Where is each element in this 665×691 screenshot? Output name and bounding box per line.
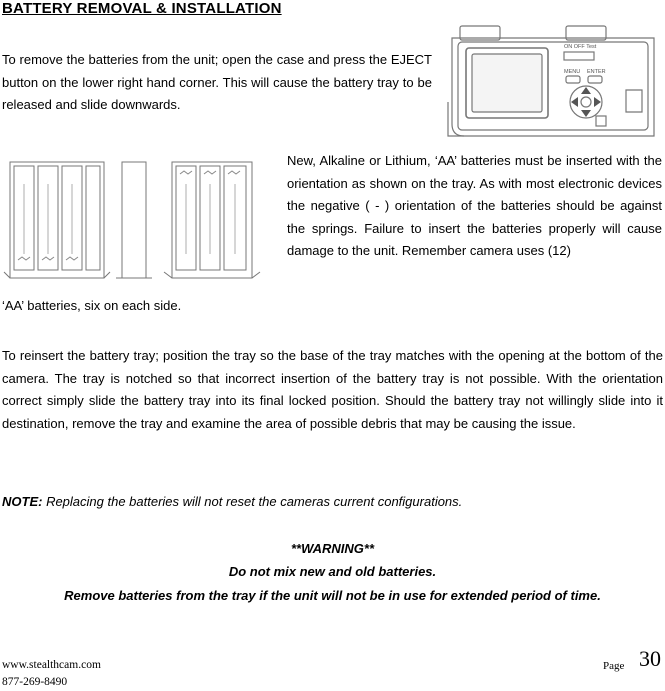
section-title: BATTERY REMOVAL & INSTALLATION — [2, 0, 282, 17]
spring-icon — [18, 257, 30, 260]
camera-back-illustration — [446, 24, 662, 142]
right-arrow-icon — [594, 97, 601, 107]
paragraph-battery-orientation: New, Alkaline or Lithium, ‘AA’ batteries must be inserted with the orientation as shown on the tray. As with most electronic devices the negative ( - ) orientation of the batteries should be against the springs. Failure to insert the batteries properly will cause damage to the unit. Remember camera uses (12) — [287, 153, 662, 258]
battery-tray-illustration — [4, 154, 266, 286]
note-label: NOTE: — [2, 494, 43, 509]
paragraph-battery-count: ‘AA’ batteries, six on each side. — [2, 298, 182, 313]
warning-line-1: Do not mix new and old batteries. — [228, 564, 437, 579]
warning-line-2: Remove batteries from the tray if the unit will not be in use for extended period of time. — [64, 588, 601, 603]
spring-icon — [180, 171, 192, 174]
footer-website: www.stealthcam.com — [2, 659, 101, 671]
warning-heading: **WARNING** — [290, 541, 375, 556]
up-arrow-icon — [581, 87, 591, 94]
spring-icon — [42, 257, 54, 260]
left-arrow-icon — [571, 97, 578, 107]
switch-label: ON OFF Test — [564, 44, 597, 50]
footer-page-label: Page — [603, 660, 625, 672]
paragraph-reinsert-tray: To reinsert the battery tray; position the tray so the base of the tray matches with the opening at the bottom of the camera. The tray is notched so that incorrect insertion of the battery tray is not possible. With the orientation correct simply slide the battery tray into its final locked position. Should the battery tray not willingly slide into it destination, remove the tray and examine the area of possible debris that may be causing the issue. — [2, 348, 663, 431]
spring-icon — [204, 171, 216, 174]
footer-page-number: 30 — [639, 646, 661, 671]
note-text: Replacing the batteries will not reset the cameras current configurations. — [42, 494, 463, 509]
spring-icon — [66, 257, 78, 260]
down-arrow-icon — [581, 110, 591, 117]
menu-label: MENU — [564, 69, 581, 75]
note-line — [2, 491, 462, 514]
spring-icon — [228, 171, 240, 174]
paragraph-remove-batteries: To remove the batteries from the unit; open the case and press the EJECT button on the lower right hand corner. This will cause the battery tray to be released and slide downwards. — [2, 52, 432, 112]
footer-phone: 877-269-8490 — [2, 676, 68, 688]
enter-label: ENTER — [587, 69, 606, 75]
